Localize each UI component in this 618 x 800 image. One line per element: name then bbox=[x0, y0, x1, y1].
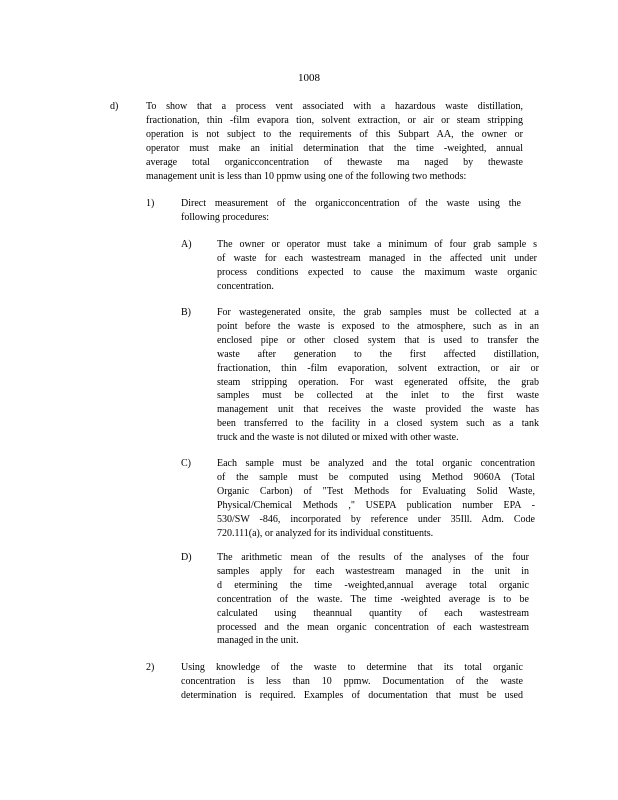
text-line: of waste for each wastestream managed in the affected unit under bbox=[217, 252, 537, 264]
text-line: concentration. bbox=[217, 280, 274, 292]
text-line: The arithmetic mean of the results of the analyses of the four bbox=[217, 552, 529, 563]
text-line: fractionation, thin -film evaporation, solvent extraction, or air or bbox=[217, 362, 539, 374]
text-line: samples must be collected at the inlet to the first waste bbox=[217, 390, 539, 402]
text-line: operator must make an initial determination that the time -weighted, annual bbox=[146, 142, 523, 154]
text-line: concentration of the waste. The time -weighted average is to be bbox=[217, 593, 529, 605]
text-line: steam stripping operation. For wast egenerated offsite, the grab bbox=[217, 376, 539, 388]
paragraph-d bbox=[146, 100, 523, 183]
text-line: point before the waste is exposed to the atmosphere, such as in an bbox=[217, 320, 539, 332]
text-line: of the sample must be computed using Method 9060A (Total bbox=[217, 471, 535, 483]
text-line: management unit that receives the waste provided the waste has bbox=[217, 404, 539, 416]
text-line: management unit is less than 10 ppmw using one of the following two methods: bbox=[146, 170, 467, 182]
text-line: Each sample must be analyzed and the total organic concentration bbox=[217, 458, 535, 469]
text-line: processed and the mean organic concentration of each wastestream bbox=[217, 621, 529, 633]
text-line: d etermining the time -weighted,annual average total organic bbox=[217, 579, 529, 591]
text-line: waste after generation to the first affected distillation, bbox=[217, 348, 539, 360]
text-line: Direct measurement of the organicconcentration of the waste using the bbox=[181, 198, 521, 209]
text-line: following procedures: bbox=[181, 211, 270, 223]
paragraph-label-1: 1) bbox=[146, 198, 155, 209]
text-line: To show that a process vent associated with a hazardous waste distillation, bbox=[146, 101, 523, 112]
paragraph-2 bbox=[181, 661, 523, 703]
text-line: Physical/Chemical Methods ," USEPA publication number EPA - bbox=[217, 499, 535, 511]
paragraph-label-a: A) bbox=[181, 239, 192, 250]
text-line: concentration is less than 10 ppmw. Documentation of the waste bbox=[181, 675, 523, 687]
text-line: 530/SW -846, incorporated by reference under 35Ill. Adm. Code bbox=[217, 513, 535, 525]
text-line: fractionation, thin -film evapora tion, solvent extraction, or air or steam stripping bbox=[146, 114, 523, 126]
text-line: The owner or operator must take a minimum of four grab sample s bbox=[217, 239, 537, 250]
paragraph-label-b: B) bbox=[181, 307, 191, 318]
text-line: been transferred to the facility in a closed system such as a tank bbox=[217, 418, 539, 430]
text-line: managed in the unit. bbox=[217, 635, 299, 647]
paragraph-label-2: 2) bbox=[146, 662, 155, 673]
paragraph-a bbox=[217, 238, 537, 294]
paragraph-d-sub bbox=[217, 551, 529, 648]
text-line: Organic Carbon) of "Test Methods for Evaluating Solid Waste, bbox=[217, 485, 535, 497]
text-line: truck and the waste is not diluted or mixed with other waste. bbox=[217, 432, 459, 444]
paragraph-c bbox=[217, 457, 535, 540]
text-line: samples apply for each wastestream managed in the unit in bbox=[217, 565, 529, 577]
paragraph-b bbox=[217, 306, 539, 445]
text-line: For wastegenerated onsite, the grab samples must be collected at a bbox=[217, 307, 539, 318]
text-line: calculated using theannual quantity of each wastestream bbox=[217, 607, 529, 619]
text-line: enclosed pipe or other closed system that is used to transfer the bbox=[217, 334, 539, 346]
text-line: average total organicconcentration of thewaste ma naged by thewaste bbox=[146, 156, 523, 168]
page-number: 1008 bbox=[298, 72, 320, 84]
paragraph-1 bbox=[181, 197, 521, 225]
text-line: process conditions expected to cause the maximum waste organic bbox=[217, 266, 537, 278]
text-line: Using knowledge of the waste to determine that its total organic bbox=[181, 662, 523, 673]
paragraph-label-c: C) bbox=[181, 458, 191, 469]
text-line: operation is not subject to the requirements of this Subpart AA, the owner or bbox=[146, 128, 523, 140]
paragraph-label-d-sub: D) bbox=[181, 552, 192, 563]
text-line: determination is required. Examples of documentation that must be used bbox=[181, 689, 523, 701]
text-line: 720.111(a), or analyzed for its individual constituents. bbox=[217, 527, 434, 539]
paragraph-label-d: d) bbox=[110, 101, 119, 112]
